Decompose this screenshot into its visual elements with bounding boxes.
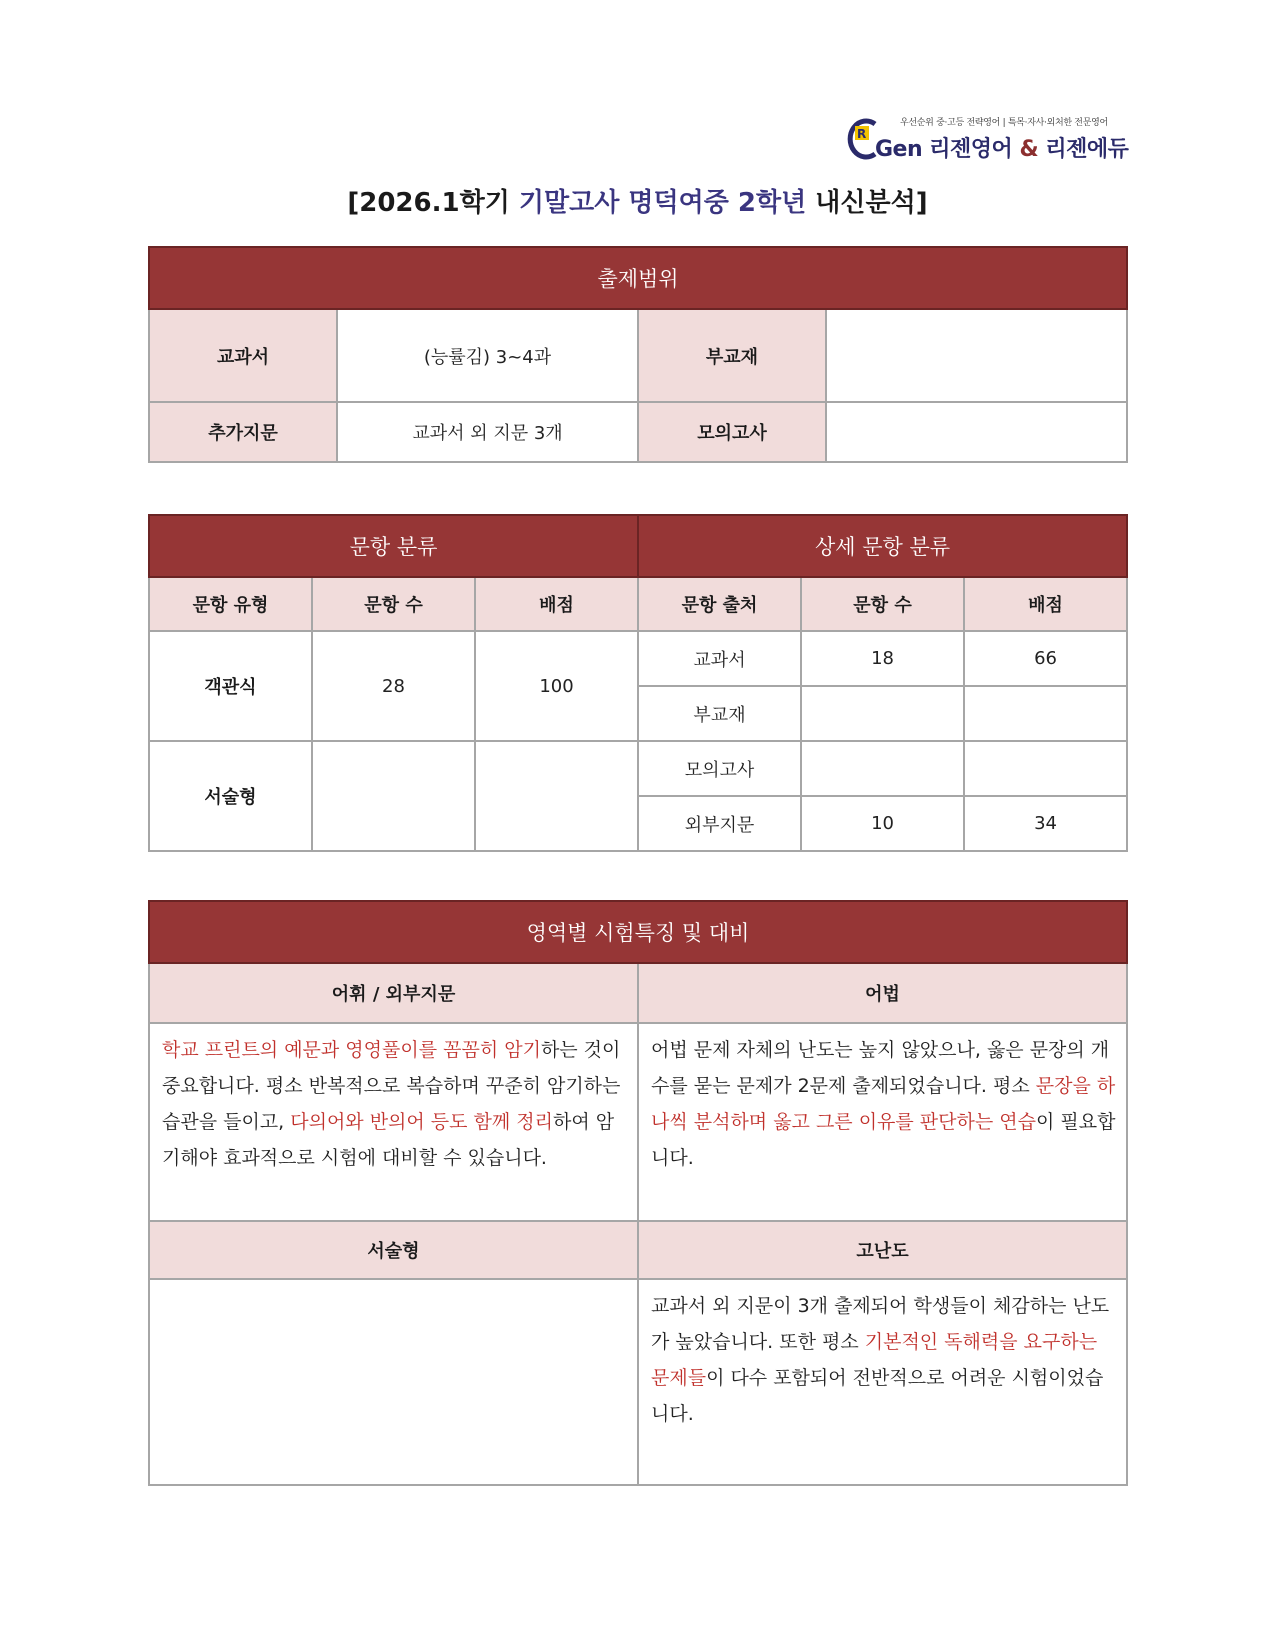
scope-label-textbook: 교과서 (149, 309, 337, 402)
source-count: 10 (801, 796, 964, 851)
scope-value-textbook: (능률김) 3~4과 (337, 309, 638, 402)
logo-brand-1: Gen 리젠영어 (875, 137, 1013, 162)
scope-label-subbook: 부교재 (638, 309, 826, 402)
source-score: 34 (964, 796, 1127, 851)
difficulty-section-label: 고난도 (638, 1221, 1127, 1279)
logo-wordmark (875, 132, 1128, 163)
source-count: 18 (801, 631, 964, 686)
body-text: 어법 문제 자체의 난도는 높지 않았으나, 옳은 문장의 개수를 묻는 문제가 2문제 출제되었습니다. 평소 (651, 1039, 1110, 1097)
vocab-section-label: 어휘 / 외부지문 (149, 963, 638, 1023)
essay-section-label: 서술형 (149, 1221, 638, 1279)
classification-table (148, 514, 1128, 852)
vocab-section-text (149, 1023, 638, 1221)
highlight-text: 기본적인 독해력을 요구하는 문제들 (651, 1331, 1098, 1389)
type-essay-score (475, 741, 638, 851)
grammar-section-text (638, 1023, 1127, 1221)
type-objective: 객관식 (149, 631, 312, 741)
col-header: 문항 수 (312, 577, 475, 631)
title-part-1: [2026.1학기 (347, 188, 519, 218)
logo-r-letter: R (857, 127, 867, 141)
col-header: 배점 (475, 577, 638, 631)
body-text: 하여 암기해야 효과적으로 시험에 대비할 수 있습니다. (162, 1111, 615, 1169)
page-title (0, 182, 1275, 219)
col-header: 문항 유형 (149, 577, 312, 631)
type-objective-count: 28 (312, 631, 475, 741)
essay-section-text (149, 1279, 638, 1485)
scope-value-subbook (826, 309, 1127, 402)
scope-value-extra: 교과서 외 지문 3개 (337, 402, 638, 462)
source-score (964, 686, 1127, 741)
scope-value-mock (826, 402, 1127, 462)
type-essay-count (312, 741, 475, 851)
body-text: 이 다수 포함되어 전반적으로 어려운 시험이었습니다. (651, 1367, 1104, 1425)
brand-logo (845, 112, 1129, 164)
title-part-2: 기말고사 명덕여중 2학년 (518, 188, 807, 218)
col-header: 배점 (964, 577, 1127, 631)
logo-amp: & (1019, 137, 1039, 162)
source-score (964, 741, 1127, 796)
features-header: 영역별 시험특징 및 대비 (149, 901, 1127, 963)
type-objective-score: 100 (475, 631, 638, 741)
features-table (148, 900, 1128, 1486)
source-name: 교과서 (638, 631, 801, 686)
grammar-section-label: 어법 (638, 963, 1127, 1023)
scope-label-extra: 추가지문 (149, 402, 337, 462)
logo-brand-2: 리젠에듀 (1045, 137, 1129, 162)
body-text: 하는 것이 중요합니다. 평소 반복적으로 복습하며 꾸준히 암기하는 습관을 들이고, (162, 1039, 621, 1133)
type-essay: 서술형 (149, 741, 312, 851)
scope-table (148, 246, 1128, 463)
source-count (801, 741, 964, 796)
source-name: 부교재 (638, 686, 801, 741)
title-part-3: 내신분석] (806, 188, 928, 218)
logo-tagline: 우선순위 중·고등 전략영어 | 특목·자사·외처한 전문영어 (900, 118, 1108, 128)
col-header: 문항 수 (801, 577, 964, 631)
scope-header: 출제범위 (149, 247, 1127, 309)
body-text: 이 필요합니다. (651, 1111, 1116, 1169)
detail-classification-header: 상세 문항 분류 (638, 515, 1127, 577)
difficulty-section-text (638, 1279, 1127, 1485)
source-name: 외부지문 (638, 796, 801, 851)
highlight-text: 문장을 하나씩 분석하며 옳고 그른 이유를 판단하는 연습 (651, 1075, 1116, 1133)
source-count (801, 686, 964, 741)
source-score: 66 (964, 631, 1127, 686)
col-header: 문항 출처 (638, 577, 801, 631)
source-name: 모의고사 (638, 741, 801, 796)
highlight-text: 학교 프린트의 예문과 영영풀이를 꼼꼼히 암기 (162, 1039, 541, 1061)
classification-header: 문항 분류 (149, 515, 638, 577)
highlight-text: 다의어와 반의어 등도 함께 정리 (290, 1111, 554, 1133)
scope-label-mock: 모의고사 (638, 402, 826, 462)
body-text: 교과서 외 지문이 3개 출제되어 학생들이 체감하는 난도가 높았습니다. 또한 평소 (651, 1295, 1110, 1353)
